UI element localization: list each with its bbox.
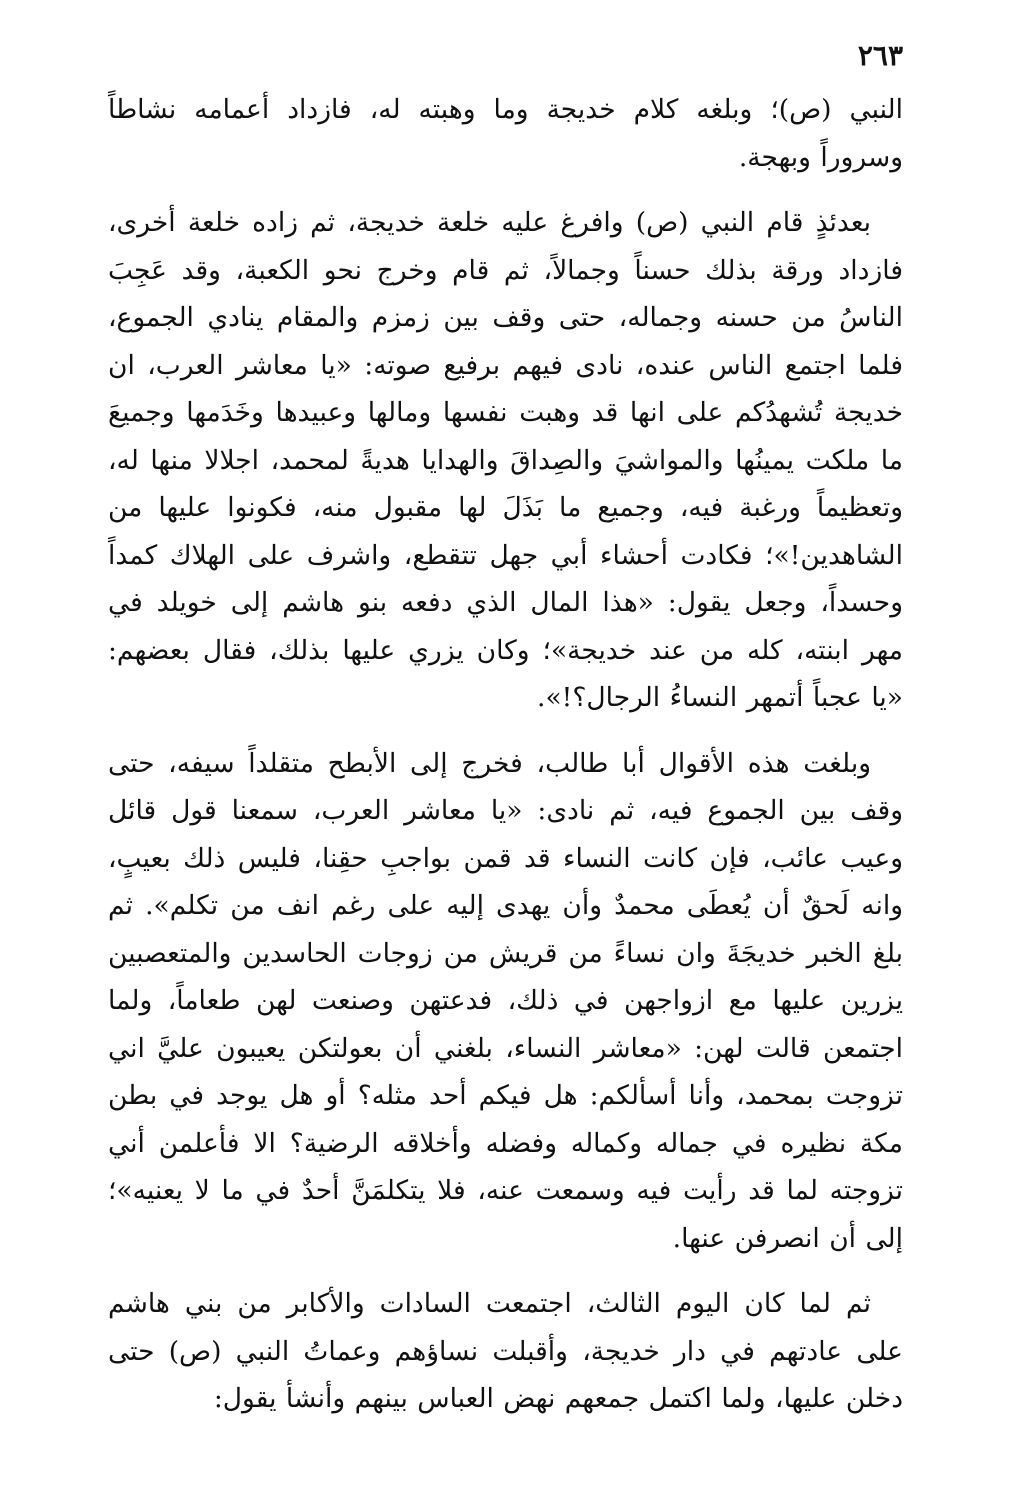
page-number: ٢٦٣ [857,39,903,72]
book-page [108,36,903,1441]
body-text [108,86,903,1423]
paragraph-3: وبلغت هذه الأقوال أبا طالب، فخرج إلى الأبطح متقلداً سيفه، حتى وقف بين الجموع فيه، ثم نادى: «يا معاشر العرب، سمعنا قول قائل وعيب عائب، فإن كانت النساء قد قمن بواجبِ حقِنا، فليس ذلك بعيبٍ، وانه لَحقٌ أن يُعطَى محمدٌ وأن يهدى إليه على رغم انف من تكلم». ثم بلغ الخبر خديجَةَ وان نساءً من قريش من زوجات الحاسدين والمتعصبين يزرين عليها مع ازواجهن في ذلك، فدعتهن وصنعت لهن طعاماً، ولما اجتمعن قالت لهن: «معاشر النساء، بلغني أن بعولتكن يعيبون عليَّ اني تزوجت بمحمد، وأنا أسألكم: هل فيكم أحد مثله؟ أو هل يوجد في بطن مكة نظيره في جماله وكماله وفضله وأخلاقه الرضية؟ الا فأعلمن أني تزوجته لما قد رأيت فيه وسمعت عنه، فلا يتكلمَنَّ أحدٌ في ما لا يعنيه»؛ إلى أن انصرفن عنها. [108,747,903,1254]
paragraph-2: بعدئذٍ قام النبي (ص) وافرغ عليه خلعة خديجة، ثم زاده خلعة أخرى، فازداد ورقة بذلك حسناً وجمالاً، ثم قام وخرج نحو الكعبة، وقد عَجِبَ الناسُ من حسنه وجماله، حتى وقف بين زمزم والمقام ينادي الجموع، فلما اجتمع الناس عنده، نادى فيهم برفيع صوته: «يا معاشر العرب، ان خديجة تُشهدُكم على انها قد وهبت نفسها ومالها وعبيدها وخَدَمها وجميعَ ما ملكت يمينُها والمواشيَ والصِداقَ والهدايا هديةً لمحمد، اجلالا منها له، وتعظيماً ورغبة فيه، وجميع ما بَذَلَ لها مقبول منه، فكونوا عليها من الشاهدين!»؛ فكادت أحشاء أبي جهل تتقطع، واشرف على الهلاك كمداً وحسداً، وجعل يقول: «هذا المال الذي دفعه بنو هاشم إلى خويلد في مهر ابنته، كله من عند خديجة»؛ وكان يزري عليها بذلك، فقال بعضهم: «يا عجباً أتمهر النساءُ الرجال؟!». [108,207,903,713]
paragraph-1: النبي (ص)؛ وبلغه كلام خديجة وما وهبته له، فازداد أعمامه نشاطاً وسروراً وبهجة. [108,94,903,173]
paragraph-4: ثم لما كان اليوم الثالث، اجتمعت السادات والأكابر من بني هاشم على عادتهم في دار خديجة، وأقبلت نساؤهم وعماتُ النبي (ص) حتى دخلن عليها، ولما اكتمل جمعهم نهض العباس بينهم وأنشأ يقول: [108,1288,903,1414]
